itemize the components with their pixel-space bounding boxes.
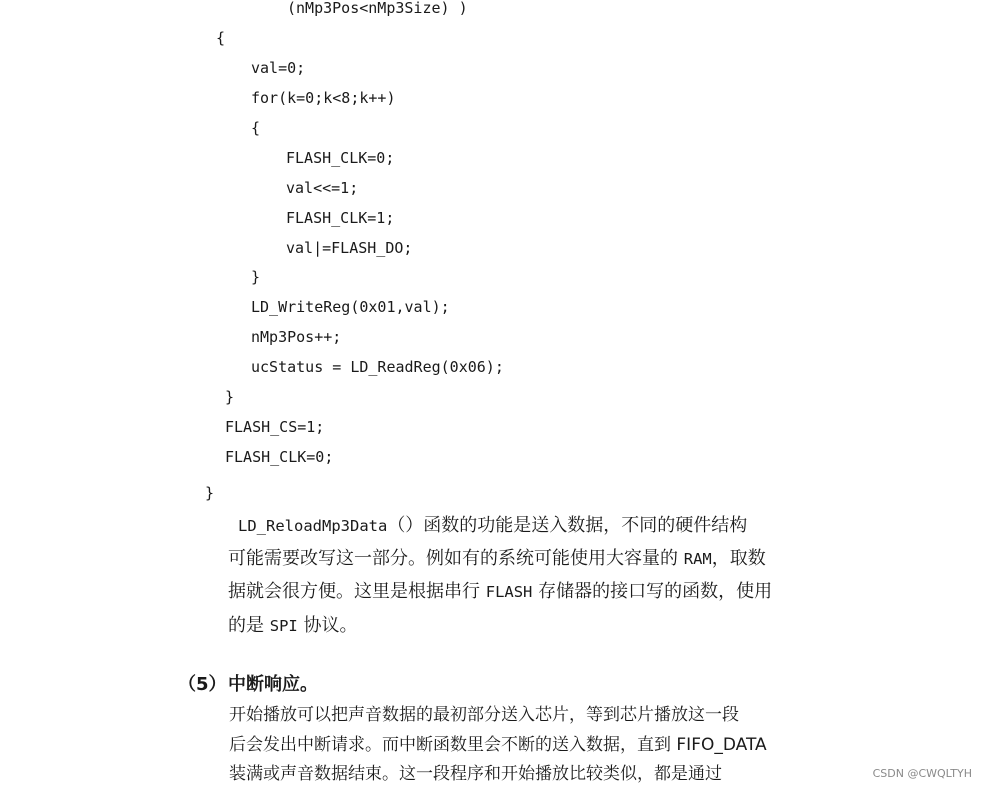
paragraph-line <box>228 614 357 638</box>
text-span: 协议。 <box>303 615 358 636</box>
section-body-line: 后会发出中断请求。而中断函数里会不断的送入数据，直到 FIFO_DATA <box>229 735 767 755</box>
csdn-watermark: CSDN @CWQLTYH <box>872 767 972 780</box>
code-line: val=0; <box>251 59 306 77</box>
paragraph-line <box>238 514 747 538</box>
ram-term: RAM <box>683 550 712 568</box>
code-line: val<<=1; <box>286 179 359 197</box>
code-line: FLASH_CS=1; <box>225 418 325 436</box>
code-line: (nMp3Pos<nMp3Size) ) <box>287 0 468 17</box>
code-line: { <box>251 119 261 137</box>
text-span: 存储器的接口写的函数，使用 <box>538 581 773 602</box>
section-title: 中断响应。 <box>228 674 318 695</box>
code-line: } <box>225 388 235 406</box>
section-body-line: 开始播放可以把声音数据的最初部分送入芯片，等到芯片播放这一段 <box>229 705 739 725</box>
spi-term: SPI <box>269 617 298 635</box>
code-line: FLASH_CLK=0; <box>286 149 395 167</box>
code-line: } <box>205 484 215 502</box>
text-span: 据就会很方便。这里是根据串行 <box>228 581 480 602</box>
text-span: （）函数的功能是送入数据，不同的硬件结构 <box>387 515 748 536</box>
code-line: LD_WriteReg(0x01,val); <box>251 298 450 316</box>
section-heading <box>178 672 318 698</box>
flash-term: FLASH <box>485 583 533 601</box>
paragraph-line <box>228 547 766 571</box>
code-line: } <box>251 268 261 286</box>
text-span: 可能需要改写这一部分。例如有的系统可能使用大容量的 <box>228 548 678 569</box>
text-span: 的是 <box>228 615 264 636</box>
text-span: ，取数 <box>711 548 766 569</box>
code-line: FLASH_CLK=1; <box>286 209 395 227</box>
section-number: （5） <box>178 674 227 695</box>
code-line: for(k=0;k<8;k++) <box>251 89 396 107</box>
section-body-line: 装满或声音数据结束。这一段程序和开始播放比较类似，都是通过 <box>229 764 722 784</box>
function-name: LD_ReloadMp3Data <box>238 517 388 535</box>
code-line: { <box>216 29 226 47</box>
code-line: val|=FLASH_DO; <box>286 239 413 257</box>
paragraph-line <box>228 580 772 604</box>
code-line: FLASH_CLK=0; <box>225 448 334 466</box>
code-line: ucStatus = LD_ReadReg(0x06); <box>251 358 504 376</box>
code-line: nMp3Pos++; <box>251 328 342 346</box>
